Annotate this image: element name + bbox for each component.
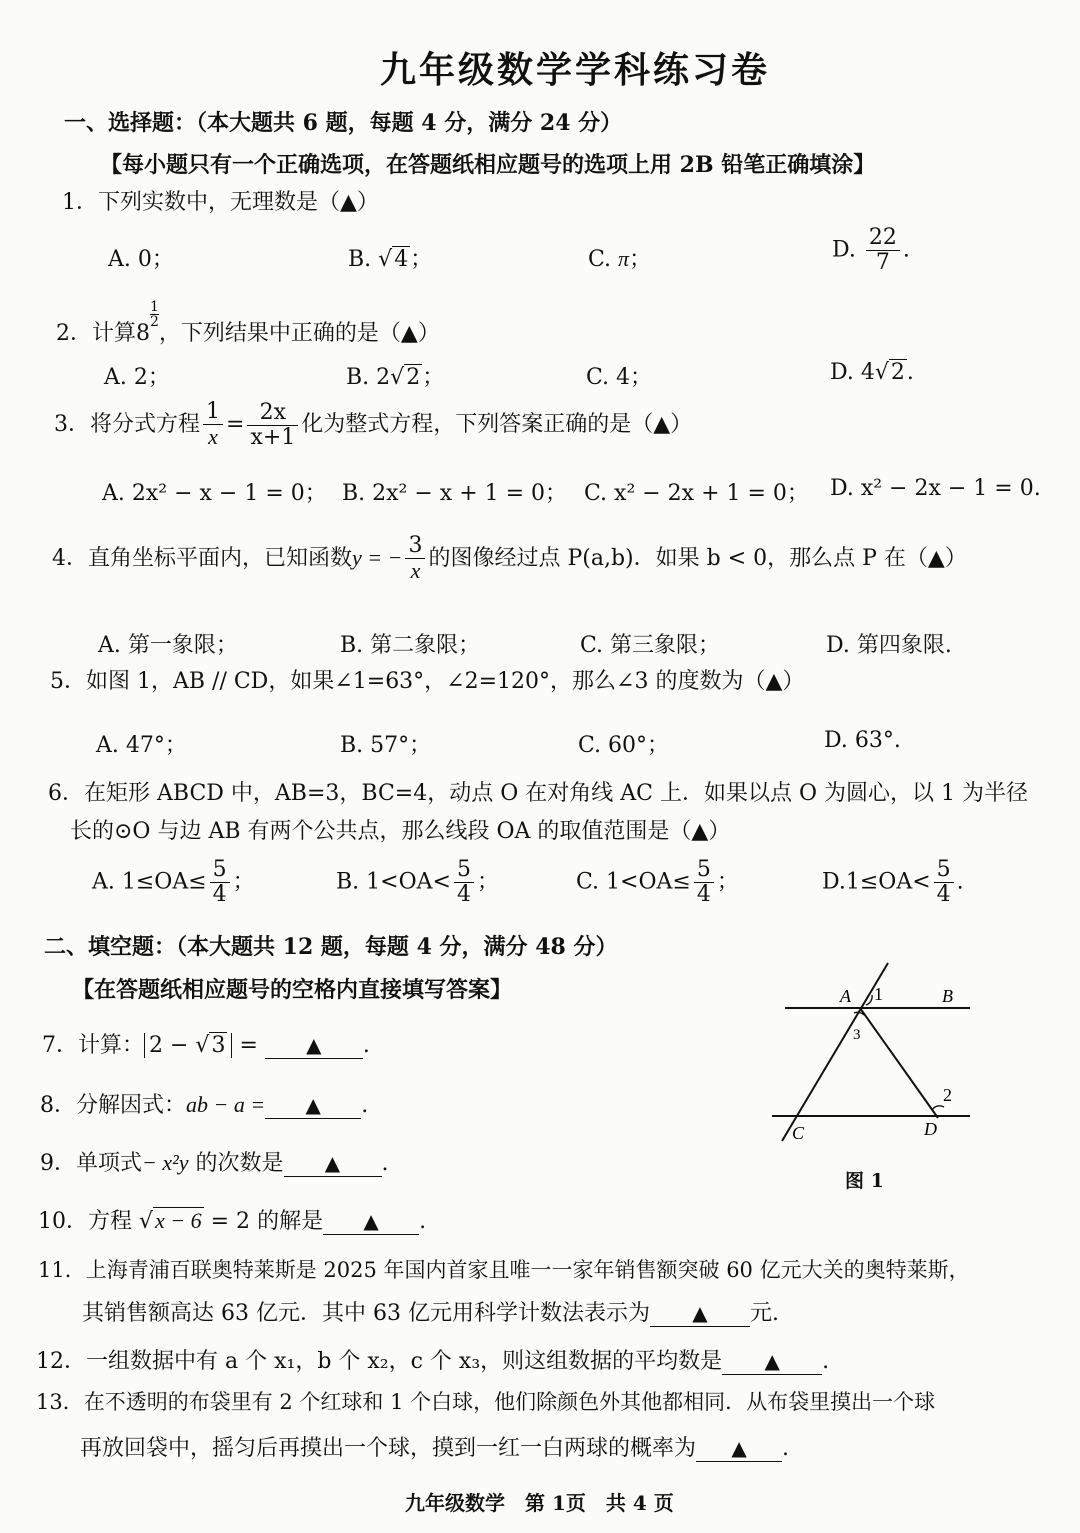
question-7: 7．计算： 2 − √3 = ▲ . — [42, 1033, 370, 1058]
question-5-option-d: D. 63°. — [824, 728, 901, 753]
label-angle-2: 2 — [943, 1085, 952, 1105]
question-12: 12．一组数据中有 a 个 x₁，b 个 x₂，c 个 x₃，则这组数据的平均数是 ▲ . — [36, 1349, 830, 1374]
angle-2-arc — [932, 1106, 944, 1110]
section-2-instruction: 【在答题纸相应题号的空格内直接填写答案】 — [72, 977, 513, 1003]
question-10-answer-blank[interactable]: ▲ — [323, 1209, 419, 1235]
label-angle-1: 1 — [874, 984, 883, 1004]
question-13-answer-blank[interactable]: ▲ — [696, 1436, 782, 1462]
question-11-line-1: 11．上海青浦百联奥特莱斯是 2025 年国内首家且唯一一家年销售额突破 60 亿元大关的奥特莱斯， — [38, 1258, 970, 1282]
question-5-option-b: B. 57°； — [340, 733, 432, 758]
question-8: 8．分解因式：ab − a = ▲ . — [40, 1092, 369, 1118]
segment-ad — [860, 1008, 938, 1118]
question-1-option-d: D. $\frac{22}{7}$ . — [832, 225, 910, 276]
question-12-answer-blank[interactable]: ▲ — [722, 1349, 822, 1375]
question-10: 10．方程 √x − 6 = 2 的解是 ▲ . — [38, 1208, 427, 1234]
label-angle-3: 3 — [853, 1027, 861, 1043]
transversal-line — [782, 963, 888, 1141]
question-13-line-1: 13．在不透明的布袋里有 2 个红球和 1 个白球，他们除颜色外其他都相同．从布袋里摸出一个球 — [36, 1390, 936, 1414]
page-title: 九年级数学学科练习卷 — [380, 49, 771, 91]
label-b: B — [942, 986, 953, 1006]
label-a: A — [840, 986, 851, 1006]
question-6-option-a: A. 1≤OA≤ $\frac{5}{4}$ ； — [92, 857, 255, 908]
section-1-instruction: 【每小题只有一个正确选项，在答题纸相应题号的选项上用 2B 铅笔正确填涂】 — [100, 152, 876, 178]
question-1-option-a: A. 0； — [108, 247, 174, 272]
question-6-stem-line-2: 长的⊙O 与边 AB 有两个公共点，那么线段 OA 的取值范围是（▲） — [70, 819, 731, 844]
question-2-option-a: A. 2； — [104, 365, 170, 390]
question-2-option-d: D. 4√2. — [830, 360, 914, 385]
section-1-heading: 一、选择题：（本大题共 6 题，每题 4 分，满分 24 分） — [64, 110, 623, 136]
figure-1-diagram — [760, 955, 990, 1155]
question-8-answer-blank[interactable]: ▲ — [265, 1093, 361, 1119]
question-5-option-c: C. 60°； — [578, 733, 670, 758]
question-5-stem: 5．如图 1，AB // CD，如果∠1=63°，∠2=120°，那么∠3 的度数为（▲） — [50, 669, 805, 694]
question-5-option-a: A. 47°； — [96, 733, 187, 758]
question-9: 9．单项式− x²y 的次数是 ▲ . — [40, 1150, 389, 1176]
question-4-option-b: B. 第二象限； — [340, 633, 481, 658]
question-2-option-b: B. 2√2； — [346, 365, 445, 390]
question-6-option-b: B. 1<OA< $\frac{5}{4}$ ； — [336, 857, 499, 908]
question-3-option-d: D. x² − 2x − 1 = 0. — [830, 476, 1041, 501]
question-6-stem-line-1: 6．在矩形 ABCD 中，AB=3，BC=4，动点 O 在对角线 AC 上．如果以点 O 为圆心，以 1 为半径 — [48, 781, 1028, 806]
question-4-option-c: C. 第三象限； — [580, 633, 721, 658]
question-11-answer-blank[interactable]: ▲ — [650, 1301, 750, 1327]
question-13-line-2: 再放回袋中，摇匀后再摸出一个球，摸到一红一白两球的概率为 ▲ . — [80, 1436, 790, 1461]
question-3-option-c: C. x² − 2x + 1 = 0； — [584, 481, 809, 506]
question-7-answer-blank[interactable]: ▲ — [265, 1033, 363, 1059]
question-3-option-a: A. 2x² − x − 1 = 0； — [102, 481, 327, 506]
question-2-option-c: C. 4； — [586, 365, 653, 390]
page-footer: 九年级数学 第 1页 共 4 页 — [405, 1491, 674, 1515]
question-1-option-c: C. π； — [588, 246, 652, 272]
question-3-option-b: B. 2x² − x + 1 = 0； — [342, 481, 568, 506]
label-d: D — [924, 1119, 937, 1139]
figure-1-caption: 图 1 — [845, 1170, 884, 1192]
question-9-answer-blank[interactable]: ▲ — [284, 1151, 382, 1177]
question-3-stem: 3．将分式方程 $\frac{1}{x}$ = $\frac{2x}{x+1}$ 化为整式方程，下列答案正确的是（▲） — [54, 399, 693, 450]
question-1-option-b: B. √4； — [348, 247, 433, 272]
question-4-option-a: A. 第一象限； — [98, 633, 238, 658]
question-4-option-d: D. 第四象限. — [826, 633, 952, 658]
question-4-stem: 4．直角坐标平面内，已知函数y = − $\frac{3}{x}$ 的图像经过点 P(a,b)．如果 b < 0，那么点 P 在（▲） — [52, 533, 967, 584]
section-2-heading: 二、填空题：（本大题共 12 题，每题 4 分，满分 48 分） — [44, 934, 618, 960]
question-6-option-d: D.1≤OA< $\frac{5}{4}$ . — [822, 857, 964, 908]
question-11-line-2: 其销售额高达 63 亿元．其中 63 亿元用科学计数法表示为 ▲ 元. — [82, 1301, 779, 1326]
question-1-stem: 1．下列实数中，无理数是（▲） — [62, 190, 379, 215]
question-2-stem: 2．计算8 $\frac{1}{2}$ ，下列结果中正确的是（▲） — [56, 299, 440, 346]
label-c: C — [792, 1123, 805, 1143]
question-6-option-c: C. 1<OA≤ $\frac{5}{4}$ ； — [576, 857, 739, 908]
